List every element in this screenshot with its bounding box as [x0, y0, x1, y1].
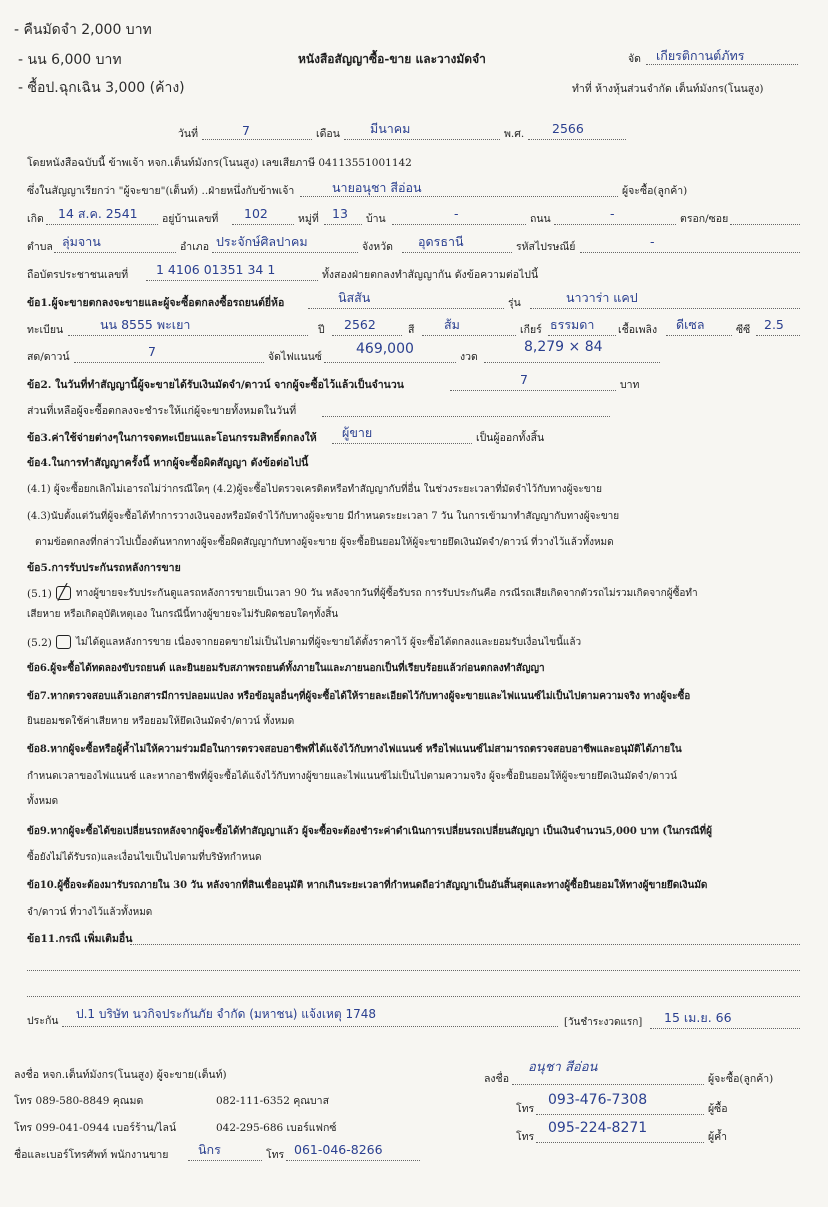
fuel-line	[666, 335, 732, 336]
id-value: 1 4106 01351 34 1	[156, 262, 276, 277]
term-label: งวด	[460, 351, 478, 363]
staff-name-line	[188, 1160, 262, 1161]
seller-tel4: 042-295-686 เบอร์แฟกซ์	[216, 1122, 337, 1134]
guarantor-role: ผู้ค้ำ	[708, 1131, 728, 1143]
seller-tel1: โทร 089-580-8849 คุณมด	[14, 1095, 144, 1107]
car-term: 8,279 × 84	[524, 339, 603, 355]
clause2-amount: 7	[520, 372, 528, 387]
model-line	[530, 308, 800, 309]
clause8-a: ข้อ8.หากผู้จะซื้อหรือผู้ค้ำไม่ให้ความร่วมมือในการตรวจสอบอาชีพที่ได้แจ้งไว้กับทางไฟแนนซ์ หรือไฟแนนซ์ไม่สามารถตรวจสอบอาชีพและอนุมัติได้ภายใน	[27, 744, 682, 755]
clause3-a: ข้อ3.ค่าใช้จ่ายต่างๆในการจดทะเบียนและโอนกรรมสิทธิ์ตกลงให้	[27, 432, 317, 444]
place-text: ทำที่ ห้างหุ้นส่วนจำกัด เต็นท์มังกร(โนนสูง)	[572, 83, 764, 95]
finance-line	[324, 362, 456, 363]
clause2-a: ข้อ2. ในวันที่ทำสัญญานี้ผู้จะขายได้รับเงินมัดจำ/ดาวน์ จากผู้จะซื้อไว้แล้วเป็นจำนวน	[27, 379, 404, 391]
down-line	[74, 362, 264, 363]
color-line	[422, 335, 516, 336]
handnote-emergency: - ซื้อป.ฉุกเฉิน 3,000 (ค้าง)	[18, 80, 185, 96]
buyer-sign-line	[512, 1084, 704, 1085]
car-color: ส้ม	[444, 317, 460, 332]
day-label: วันที่	[178, 128, 198, 140]
clause3-party: ผู้ขาย	[342, 425, 373, 440]
buyer-sign-role: ผู้จะซื้อ(ลูกค้า)	[708, 1073, 774, 1085]
moo-line	[324, 224, 362, 225]
staff-tel: 061-046-8266	[294, 1142, 383, 1157]
plate-label: ทะเบียน	[27, 324, 64, 336]
insurance-line	[62, 1026, 558, 1027]
year-line	[528, 139, 626, 140]
clause5-1-num: (5.1)	[27, 588, 52, 600]
first-due-label: [วันชำระงวดแรก]	[564, 1017, 643, 1028]
car-plate: นน 8555 พะเยา	[100, 317, 191, 332]
gear-label: เกียร์	[520, 324, 542, 336]
clause7-b: ยินยอมชดใช้ค่าเสียหาย หรือยอมให้ยึดเงินมัดจำ/ดาวน์ ทั้งหมด	[27, 716, 295, 727]
house-value: 102	[244, 206, 268, 221]
finance-label: จัดไฟแนนซ์	[268, 351, 322, 363]
buyer-name-line	[300, 196, 618, 197]
guarantor-tel-label: โทร	[516, 1131, 535, 1143]
down-label: สด/ดาวน์	[27, 351, 70, 363]
first-due-value: 15 เม.ย. 66	[664, 1010, 732, 1025]
first-due-line	[650, 1028, 800, 1029]
buyer-tel-role: ผู้ซื้อ	[708, 1103, 728, 1115]
clause5-2-num: (5.2)	[27, 637, 52, 649]
car-year: 2562	[344, 317, 376, 332]
clause10-a: ข้อ10.ผู้ซื้อจะต้องมารับรถภายใน 30 วัน หลังจากที่สินเชื่ออนุมัติ หากเกินระยะเวลาที่กำหนดถือว่าสัญญาเป็นอันสิ้นสุดและทางผู้ซื้อยินยอมให้ทางผู้ขายยึดเงินมัด	[27, 880, 708, 891]
clause8-b: กำหนดเวลาของไฟแนนซ์ และหากอาชีพที่ผู้จะซื้อได้แจ้งไว้กับทางผู้ขายและไฟแนนซ์ไม่เป็นไปตามความจริง ผู้จะซื้อยินยอมให้ผู้จะขายยึดเงินมัดจำ/ดาวน์	[27, 771, 677, 782]
insurance-label: ประกัน	[27, 1015, 59, 1027]
staff-tel-line	[286, 1160, 420, 1161]
no-warranty-checkbox[interactable]	[56, 635, 71, 649]
guarantor-tel: 095-224-8271	[548, 1120, 648, 1136]
id-tail: ทั้งสองฝ่ายตกลงทำสัญญากัน ดังข้อความต่อไปนี้	[322, 269, 539, 281]
birth-value: 14 ส.ค. 2541	[58, 206, 138, 221]
clause11-line3	[27, 996, 800, 997]
village-label: บ้าน	[366, 213, 386, 225]
jad-value: เกียรติกานต์ภัทร	[656, 48, 745, 63]
amphoe-value: ประจักษ์ศิลปาคม	[216, 234, 308, 249]
car-gear: ธรรมดา	[550, 317, 595, 332]
tambon-line	[54, 252, 176, 253]
buyer-tel-line	[536, 1114, 704, 1115]
province-line	[402, 252, 512, 253]
clause9-b: ซื้อยังไม่ได้รับรถ)และเงื่อนไขเป็นไปตามที่บริษัทกำหนด	[27, 852, 262, 863]
province-value: อุดรธานี	[418, 234, 464, 249]
zip-line	[580, 252, 800, 253]
staff-name: นิกร	[198, 1142, 221, 1157]
cc-label: ซีซี	[736, 324, 751, 336]
car-cc: 2.5	[764, 317, 784, 332]
clause5: ข้อ5.การรับประกันรถหลังการขาย	[27, 562, 181, 574]
soi-line	[730, 224, 800, 225]
intro-line2: ซึ่งในสัญญาเรียกว่า "ผู้จะขาย"(เต็นท์) ..ฝ่ายหนึ่งกับข้าพเจ้า	[27, 185, 295, 197]
fuel-label: เชื้อเพลิง	[618, 324, 658, 336]
clause5-1-b: เสียหาย หรือเกิดอุบัติเหตุเอง ในกรณีนี้ทางผู้ขายจะไม่รับผิดชอบใดๆทั้งสิ้น	[27, 609, 339, 620]
buyer-tel-label: โทร	[516, 1103, 535, 1115]
month-label: เดือน	[316, 128, 340, 140]
car-year-line	[332, 335, 402, 336]
handnote-deposit-return: - คืนมัดจำ 2,000 บาท	[14, 22, 152, 38]
day-value: 7	[242, 123, 250, 138]
buyer-name: นายอนุชา สีอ่อน	[332, 180, 422, 195]
car-down: 7	[148, 344, 156, 359]
warranty-checkbox-checked[interactable]	[56, 583, 71, 601]
road-line	[554, 224, 676, 225]
clause2-b: ส่วนที่เหลือผู้จะซื้อตกลงจะชำระให้แก่ผู้จะขายทั้งหมดในวันที่	[27, 405, 297, 417]
clause4-3b: ตามข้อตกลงที่กล่าวไปเบื้องต้นหากทางผู้จะซื้อผิดสัญญากับทางผู้จะขาย ผู้จะซื้อยินยอมให้ผู้จะขายยึดเงินมัดจำ/ดาวน์ ที่วางไว้แล้วทั้งหมด	[35, 537, 614, 548]
car-fuel: ดีเซล	[676, 317, 705, 332]
cc-line	[756, 335, 800, 336]
birth-label: เกิด	[27, 213, 44, 225]
clause2-unit: บาท	[620, 379, 640, 391]
staff-label: ชื่อและเบอร์โทรศัพท์ พนักงานขาย	[14, 1149, 169, 1161]
gear-line	[548, 335, 616, 336]
village-value: -	[454, 206, 459, 221]
check-mark-icon: ╱	[58, 583, 68, 601]
house-line	[232, 224, 294, 225]
amphoe-label: อำเภอ	[180, 241, 210, 253]
province-label: จังหวัด	[362, 241, 393, 253]
year-value: 2566	[552, 121, 584, 136]
car-brand: นิสสัน	[338, 290, 371, 305]
road-label: ถนน	[530, 213, 551, 225]
clause2-amount-line	[450, 390, 616, 391]
clause6: ข้อ6.ผู้จะซื้อได้ทดลองขับรถยนต์ และยินยอมรับสภาพรถยนต์ทั้งภายในและภายนอกเป็นที่เรียบร้อยแล้วก่อนตกลงทำสัญญา	[27, 663, 545, 674]
car-year-label: ปี	[318, 324, 325, 336]
clause8-c: ทั้งหมด	[27, 796, 59, 807]
year-label: พ.ศ.	[504, 128, 525, 140]
document-title: หนังสือสัญญาซื้อ-ขาย และวางมัดจำ	[298, 52, 486, 66]
clause11-line2	[27, 970, 800, 971]
plate-line	[68, 335, 308, 336]
clause1-label: ข้อ1.ผู้จะขายตกลงจะขายและผู้จะซื้อตกลงซื้อรถยนต์ยี่ห้อ	[27, 297, 285, 309]
car-finance: 469,000	[356, 341, 414, 357]
buyer-tel: 093-476-7308	[548, 1092, 648, 1108]
clause11-line1	[130, 944, 800, 945]
zip-label: รหัสไปรษณีย์	[516, 241, 576, 253]
jad-line	[646, 64, 798, 65]
id-line	[146, 280, 318, 281]
term-line	[484, 362, 660, 363]
staff-tel-label: โทร	[266, 1149, 285, 1161]
guarantor-tel-line	[536, 1142, 704, 1143]
moo-label: หมู่ที่	[298, 213, 319, 225]
tambon-label: ตำบล	[27, 241, 53, 253]
month-value: มีนาคม	[370, 121, 411, 136]
id-label: ถือบัตรประชาชนเลขที่	[27, 269, 129, 281]
clause7-a: ข้อ7.หากตรวจสอบแล้วเอกสารมีการปลอมแปลง หรือข้อมูลอื่นๆที่ผู้จะซื้อได้ให้รายละเอียดไว้กับทางผู้จะขายและไฟแนนซ์ไม่เป็นไปตามความจริง ทางผู้จะซื้อ	[27, 691, 691, 702]
seller-tel3: โทร 099-041-0944 เบอร์ร้าน/ไลน์	[14, 1122, 177, 1134]
buyer-sign-label: ลงชื่อ	[484, 1073, 509, 1085]
insurance-value: ป.1 บริษัท นวกิจประกันภัย จำกัด (มหาชน) แจ้งเหตุ 1748	[76, 1007, 377, 1021]
clause11: ข้อ11.กรณี เพิ่มเติมอื่น	[27, 933, 133, 945]
model-label: รุ่น	[508, 297, 521, 309]
buyer-signature: อนุชา สีอ่อน	[528, 1060, 598, 1075]
clause9-a: ข้อ9.หากผู้จะซื้อได้ขอเปลี่ยนรถหลังจากผู้จะซื้อได้ทำสัญญาแล้ว ผู้จะซื้อจะต้องชำระค่าดำเนินการเปลี่ยนรถเปลี่ยนสัญญา เป็นเงินจำนวน5,000 บาท (ในกรณีที่ผู้	[27, 826, 712, 837]
clause4-1: (4.1) ผู้จะซื้อยกเลิกไม่เอารถไม่ว่ากรณีใดๆ (4.2)ผู้จะซื้อไปตรวจเครดิตหรือทำสัญญากับที่อื่น ในช่วงระยะเวลาที่มัดจำไว้กับทางผู้จะขาย	[27, 484, 603, 495]
jad-label: จัด	[628, 53, 641, 65]
brand-line	[308, 308, 504, 309]
clause5-2: ไม่ได้ดูแลหลังการขาย เนื่องจากยอดขายไม่เป็นไปตามที่ผู้จะขายได้ตั้งราคาไว้ ผู้จะซื้อได้ตกลงและยอมรับเงื่อนไขนี้แล้ว	[76, 637, 582, 648]
clause5-1-a: ทางผู้ขายจะรับประกันดูแลรถหลังการขายเป็นเวลา 90 วัน หลังจากวันที่ผู้ซื้อรับรถ การรับประกันคือ กรณีรถเสียเกิดจากตัวรถไม่รวมเกิดจากผู้ซื้อทำ	[76, 588, 698, 599]
clause3-line	[332, 443, 472, 444]
clause4-3a: (4.3)นับตั้งแต่วันที่ผู้จะซื้อได้ทำการวางเงินจองหรือมัดจำไว้กับทางผู้จะขาย มีกำหนดระยะเวลา 7 วัน ในการเข้ามาทำสัญญากับทางผู้จะขาย	[27, 511, 620, 522]
intro-line1: โดยหนังสือฉบับนี้ ข้าพเจ้า หจก.เต็นท์มังกร(โนนสูง) เลขเสียภาษี 04113551001142	[27, 157, 412, 169]
house-label: อยู่บ้านเลขที่	[162, 213, 219, 225]
clause4: ข้อ4.ในการทำสัญญาครั้งนี้ หากผู้จะซื้อผิดสัญญา ดังข้อต่อไปนี้	[27, 457, 309, 469]
color-label: สี	[408, 324, 415, 336]
birth-line	[46, 224, 158, 225]
amphoe-line	[212, 252, 358, 253]
zip-value: -	[650, 234, 655, 249]
road-value: -	[610, 206, 615, 221]
tambon-value: ลุ่มจาน	[62, 234, 101, 249]
village-line	[392, 224, 526, 225]
seller-tel2: 082-111-6352 คุณบาส	[216, 1095, 329, 1107]
seller-sign-label: ลงชื่อ หจก.เต็นท์มังกร(โนนสูง) ผู้จะขาย(เต็นท์)	[14, 1069, 227, 1081]
buyer-role-label: ผู้จะซื้อ(ลูกค้า)	[622, 185, 688, 197]
soi-label: ตรอก/ซอย	[680, 213, 729, 225]
car-model: นาวาร่า แคป	[566, 290, 638, 305]
clause3-b: เป็นผู้ออกทั้งสิ้น	[476, 432, 545, 444]
handnote-amount: - นน 6,000 บาท	[18, 52, 122, 68]
clause10-b: จำ/ดาวน์ ที่วางไว้แล้วทั้งหมด	[27, 907, 153, 918]
month-line	[344, 139, 500, 140]
day-line	[202, 139, 312, 140]
clause2-date-line	[322, 416, 610, 417]
moo-value: 13	[332, 206, 348, 221]
